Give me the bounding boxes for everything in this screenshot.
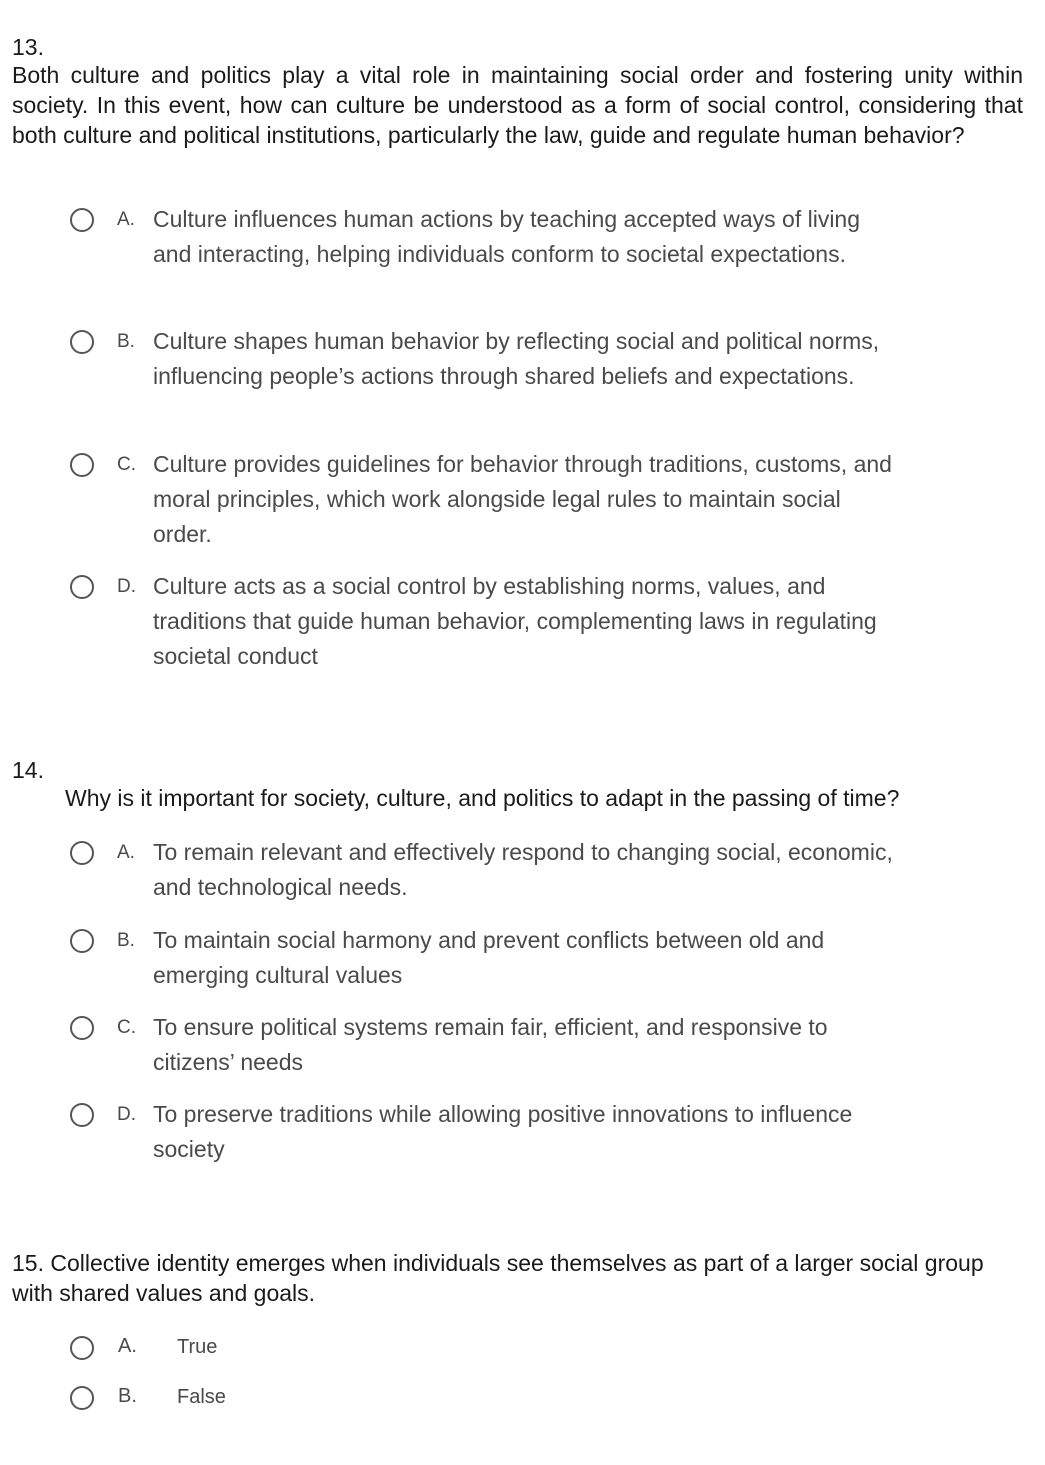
option-text: To preserve traditions while allowing positive innovations to influence society	[153, 1101, 853, 1162]
option-text: Culture provides guidelines for behavior through traditions, customs, and moral principles, which work alongside legal rules to maintain social order.	[153, 451, 892, 547]
radio-button[interactable]	[70, 1336, 94, 1360]
option-letter: B.	[117, 930, 135, 951]
radio-button[interactable]	[70, 575, 94, 599]
option-letter: B.	[117, 331, 135, 352]
radio-button[interactable]	[70, 1386, 94, 1410]
question-text: Why is it important for society, culture, and politics to adapt in the passing of time?	[65, 785, 900, 811]
option-letter: C.	[117, 1017, 136, 1038]
option-letter: A.	[117, 842, 135, 863]
option-letter: C.	[117, 454, 136, 475]
radio-button[interactable]	[70, 1016, 94, 1040]
option-text: To ensure political systems remain fair, efficient, and responsive to citizens’ needs	[153, 1014, 828, 1075]
option-letter: A.	[117, 209, 135, 230]
option-text: To maintain social harmony and prevent conflicts between old and emerging cultural values	[153, 927, 825, 988]
radio-button[interactable]	[70, 453, 94, 477]
radio-button[interactable]	[70, 208, 94, 232]
question-text: 15. Collective identity emerges when individuals see themselves as part of a larger social group with shared values and goals.	[12, 1250, 984, 1306]
option-letter: A.	[118, 1335, 137, 1357]
option-letter: D.	[117, 576, 136, 597]
option-text: False	[177, 1386, 226, 1408]
radio-button[interactable]	[70, 330, 94, 354]
question-text: Both culture and politics play a vital role in maintaining social order and fostering unity within society. In this event, how can culture be understood as a form of social control, considering that both culture and political institutions, particularly the law, guide and regulate human behavior?	[12, 62, 1023, 148]
option-text: Culture influences human actions by teaching accepted ways of living and interacting, helping individuals conform to societal expectations.	[153, 206, 861, 267]
option-letter: B.	[118, 1385, 137, 1407]
radio-button[interactable]	[70, 841, 94, 865]
option-text: Culture acts as a social control by establishing norms, values, and traditions that guide human behavior, complementing laws in regulating societal conduct	[153, 573, 877, 669]
radio-button[interactable]	[70, 929, 94, 953]
radio-button[interactable]	[70, 1103, 94, 1127]
question-number: 14.	[12, 757, 44, 783]
option-text: True	[177, 1336, 218, 1358]
option-text: To remain relevant and effectively respond to changing social, economic, and technological needs.	[153, 839, 893, 900]
question-number: 13.	[12, 34, 44, 60]
option-letter: D.	[117, 1104, 136, 1125]
option-text: Culture shapes human behavior by reflecting social and political norms, influencing people’s actions through shared beliefs and expectations.	[153, 328, 880, 389]
